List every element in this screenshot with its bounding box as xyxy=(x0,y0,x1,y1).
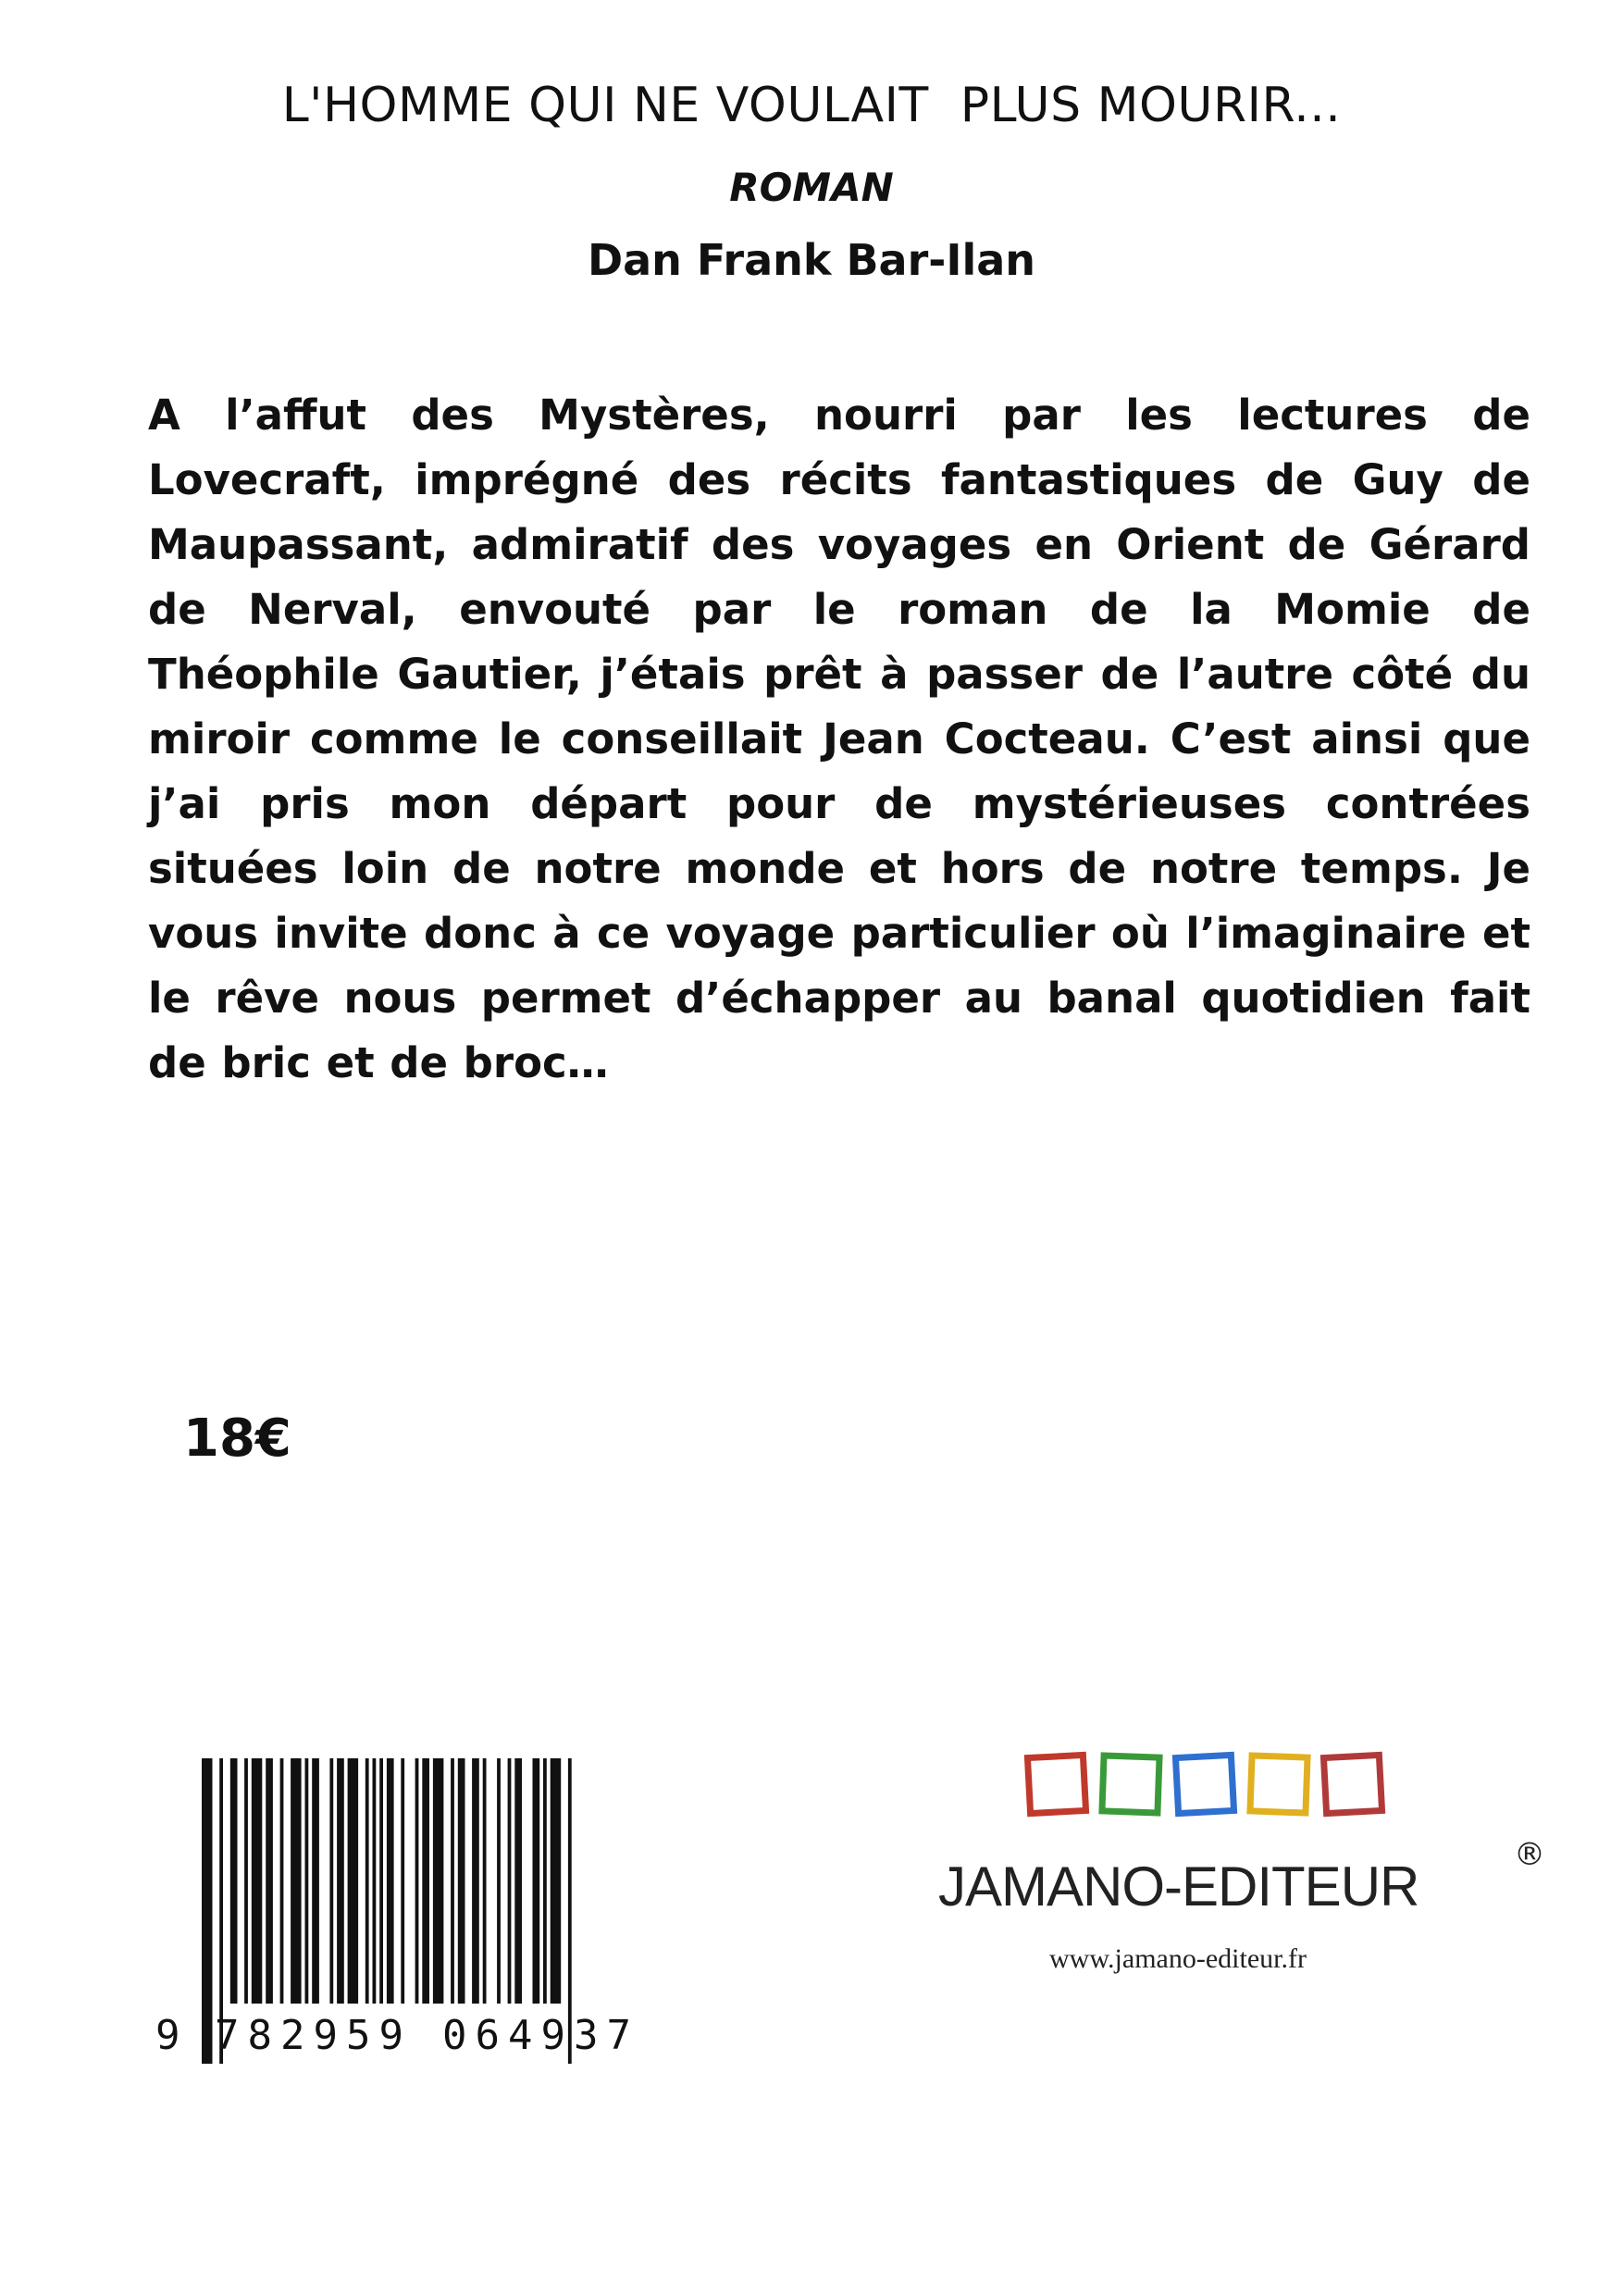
publisher-square xyxy=(1250,1756,1307,1813)
barcode xyxy=(148,1758,675,2064)
barcode-bar xyxy=(451,1758,454,2004)
barcode-bar xyxy=(401,1758,404,2004)
publisher-square xyxy=(1323,1755,1381,1813)
barcode-bar xyxy=(329,1758,333,2004)
barcode-bar xyxy=(387,1758,394,2004)
barcode-bar xyxy=(252,1758,263,2004)
barcode-bar xyxy=(533,1758,540,2004)
book-genre: ROMAN xyxy=(729,165,894,210)
publisher-logo xyxy=(938,1747,1545,1988)
barcode-bar xyxy=(280,1758,284,2004)
barcode-bar xyxy=(373,1758,377,2004)
book-author: Dan Frank Bar-Ilan xyxy=(587,235,1036,285)
publisher-square xyxy=(1102,1756,1159,1813)
barcode-bar xyxy=(472,1758,479,2004)
publisher-url: www.jamano-editeur.fr xyxy=(1049,1943,1307,1974)
barcode-bar xyxy=(337,1758,344,2004)
barcode-bar xyxy=(348,1758,359,2004)
publisher-square xyxy=(1027,1755,1085,1813)
barcode-bar xyxy=(422,1758,429,2004)
barcode-bar xyxy=(379,1758,383,2004)
barcode-bar xyxy=(230,1758,238,2004)
publisher-name: JAMANO-EDITEUR xyxy=(938,1855,1419,1917)
barcode-bar xyxy=(365,1758,369,2004)
barcode-bar xyxy=(551,1758,562,2004)
barcode-left-group: 782959 xyxy=(215,2012,412,2059)
barcode-bar xyxy=(305,1758,309,2004)
barcode-first-digit: 9 xyxy=(155,2012,180,2059)
barcode-bar xyxy=(508,1758,512,2004)
barcode-digits xyxy=(148,2008,675,2064)
barcode-bar xyxy=(433,1758,444,2004)
barcode-bar xyxy=(497,1758,501,2004)
barcode-bar xyxy=(415,1758,419,2004)
barcode-bar xyxy=(458,1758,465,2004)
barcode-bar xyxy=(291,1758,302,2004)
book-blurb: A l’affut des Mystères, nourri par les lectures de Lovecraft, imprégné des récits fantastiques de Guy de Maupassant, admiratif des voyages en Orient de Gérard de Nerval, envouté par le roman de la Momie de Théophile Gautier, j’étais prêt à passer de l’autre côté du miroir comme le conseillait Jean Cocteau. C’est ainsi que j’ai pris mon départ pour de mystérieuses contrées situées loin de notre monde et hors de notre temps. Je vous invite donc à ce voyage particulier où l’imaginaire et le rêve nous permet d’échapper au banal quotidien fait de bric et de broc… xyxy=(148,391,1530,1087)
barcode-bar xyxy=(543,1758,547,2004)
barcode-right-group: 064937 xyxy=(442,2012,639,2059)
publisher-square xyxy=(1175,1755,1233,1813)
barcode-bar xyxy=(483,1758,487,2004)
book-title: L'HOMME QUI NE VOULAIT PLUS MOURIR... xyxy=(281,78,1342,133)
barcode-bar xyxy=(312,1758,319,2004)
book-price: 18€ xyxy=(183,1409,291,1469)
barcode-bar xyxy=(266,1758,273,2004)
publisher-squares-icon xyxy=(1022,1747,1410,1831)
barcode-bar xyxy=(514,1758,522,2004)
barcode-bar xyxy=(244,1758,248,2004)
registered-mark: ® xyxy=(1514,1836,1545,1873)
